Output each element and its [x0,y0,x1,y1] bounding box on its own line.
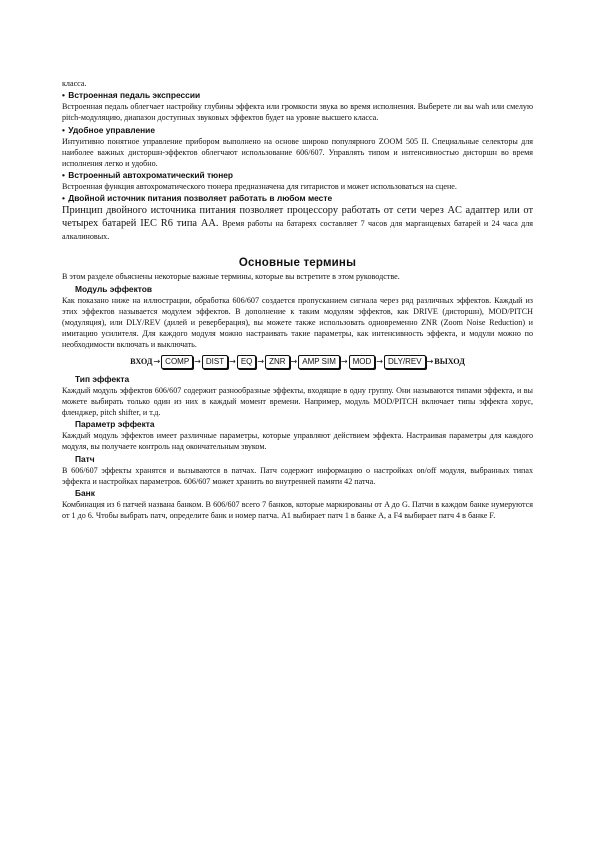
intro-tail: класса. [62,79,87,88]
control-heading-text: Удобное управление [68,124,155,135]
power-heading [62,192,533,204]
bank-heading: Банк [75,488,95,499]
power-text-small: Время работы на батареях составляет 7 часов для марганцевых батарей и 24 часа для алкалиновых. [62,219,534,242]
patch-text: В 606/607 эффекты хранятся и вызываются в патчах. Патч содержит информацию о настройках on/off модуля, выбранных типах эффекта и настройках параметров. 606/607 может хранить во внутренней памяти 42 патча. [62,465,533,486]
patch-heading: Патч [75,453,95,464]
arrow-right-icon: → [340,357,348,367]
tuner-heading [62,169,533,181]
arrow-right-icon: → [153,357,161,367]
chain-module-dist: DIST [202,355,228,369]
power-text-large: Принцип двойного источника питания позволяет процессору работать от сети через AC адаптер или от четырех батарей IEC R6 типа AA. [62,205,533,230]
module-heading: Модуль эффектов [75,283,153,294]
page-content [62,78,533,521]
bank-text: Комбинация из 6 патчей названа банком. В 606/607 всего 7 банков, которые маркированы от A до G. Патчи в каждом банке нумеруются от 1 до 6. Чтобы выбрать патч, определите банк и номер патча. A1 выбирает патч 1 в банке A, а F4 выбирает патч 4 в банке F. [62,500,533,521]
pedal-heading [62,89,533,101]
pedal-text: Встроенная педаль облегчает настройку глубины эффекта или громкости звука во время исполнения. Выберете ли вы wah или смелую pitch-модуляцию, диапазон доступных звуковых эффектов будет на уровне высшего класса. [62,102,533,123]
bullet-icon: • [62,170,65,181]
terms-intro: В этом разделе объяснены некоторые важные термины, которые вы встретите в этом руководстве. [62,272,400,282]
arrow-right-icon: → [194,357,201,367]
chain-module-mod: MOD [349,355,376,369]
pedal-heading-text: Встроенная педаль экспрессии [68,90,201,101]
terms-title: Основные термины [238,257,357,270]
chain-input-label: ВХОД [130,357,153,367]
power-heading-text: Двойной источник питания позволяет работать в любом месте [68,193,333,204]
chain-module-comp: COMP [161,355,193,369]
chain-module-znr: ZNR [265,355,289,369]
control-heading [62,124,533,136]
module-text: Как показано ниже на иллюстрации, обработка 606/607 создается пропусканием сигнала через ряд различных эффектов. Каждый из этих эффектов называется модулем эффектов. В дополнение к таким модулям эффектов, как DRIVE (дисторшн), MOD/PITCH (модуляция), или DLY/REV (дилей и реверберация), вы можете также использовать одновременно ZNR (Zoom Noise Reduction) и имитацию усилителя. Для каждого модуля можно настраивать такие параметры, как интенсивность эффекта, и модули можно по необходимости включать и выключать. [62,295,533,350]
bullet-icon: • [62,193,65,204]
bullet-icon: • [62,124,65,135]
arrow-right-icon: → [290,357,298,367]
chain-module-dly-rev: DLY/REV [384,355,426,369]
arrow-right-icon: → [426,357,434,367]
arrow-right-icon: → [229,357,236,367]
tuner-text: Встроенная функция автохроматического тюнера предназначена для гитаристов и может использоваться на сцене. [62,182,457,192]
type-text: Каждый модуль эффектов 606/607 содержит разнообразные эффекты, входящие в одну группу. Они называются типами эффекта, и вы можете выбирать только один из них в каждый момент времени. Например, модуль MOD/PITCH включает типы эффекта хорус, фленджер, pitch shifter, и т.д. [62,385,533,418]
control-text: Интуитивно понятное управление прибором выполнено на основе широко популярного ZOOM 505 II. Специальные селекторы для наиболее важных дисторшн-эффектов облегчают использование 606/607. Управлять типом и интенсивностью дисторшн во время исполнения легко и удобно. [62,136,533,169]
type-heading: Тип эффекта [75,373,130,384]
param-heading: Параметр эффекта [75,419,155,430]
tuner-heading-text: Встроенный автохроматический тюнер [68,170,234,181]
signal-chain-diagram [62,354,533,370]
power-text [62,204,533,243]
arrow-right-icon: → [257,357,265,367]
bullet-icon: • [62,90,65,101]
chain-output-label: ВЫХОД [434,357,465,367]
chain-module-eq: EQ [237,355,257,369]
arrow-right-icon: → [376,357,383,367]
chain-module-amp-sim: AMP SIM [298,355,340,369]
param-text: Каждый модуль эффектов имеет различные параметры, которые управляют действием эффекта. Настраивая параметры для каждого модуля, вы получаете контроль над окончательным звуком. [62,431,533,452]
